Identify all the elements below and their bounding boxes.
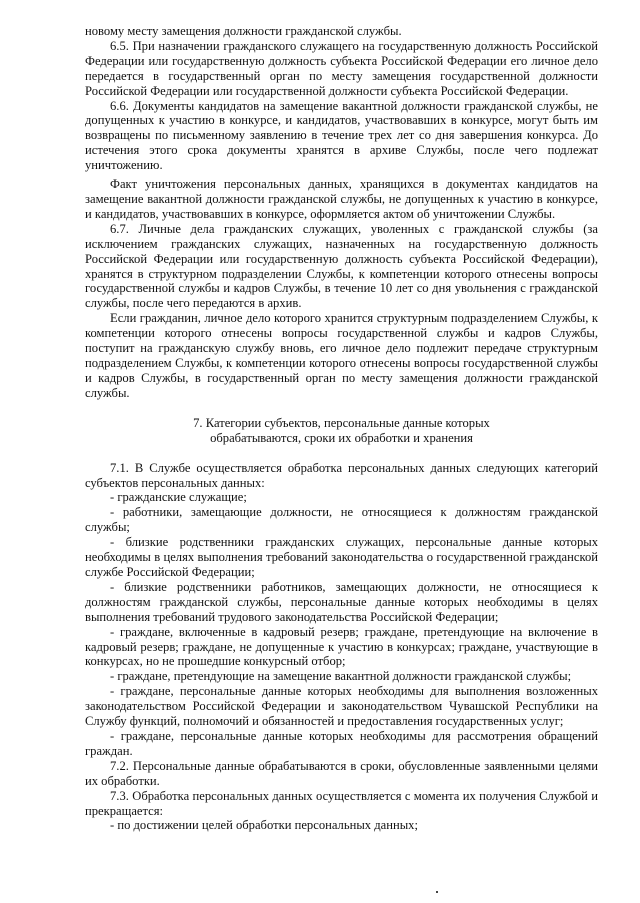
list-item-workers: - работники, замещающие должности, не относящиеся к должностям гражданской службы; [85,505,598,535]
paragraph-continuation: новому месту замещения должности гражданской службы. [85,24,402,38]
list-item-relatives-civil-servants: - близкие родственники гражданских служащих, персональные данные которых необходимы в целях выполнения требований законодательства о государственной гражданской службе Российской Федерации; [85,535,598,579]
list-item-appeals-citizens: - граждане, персональные данные которых необходимы для рассмотрения обращений граждан. [85,728,598,758]
paragraph-6-6: 6.6. Документы кандидатов на замещение вакантной должности гражданской службы, не допущенных к участию в конкурсе, и кандидатов, участвовавших в конкурсе, могут быть им возвращены по письменному заявлению в течение трех лет со дня завершения конкурса. До истечения этого срока документы хранятся в архиве Службы, после чего подлежат уничтожению. [85,98,598,173]
list-item-civil-servants: - гражданские служащие; [110,490,247,505]
paragraph-6-5: 6.5. При назначении гражданского служащего на государственную должность Российской Федерации или государственную должность субъекта Российской Федерации его личное дело передается в государственный орган по месту замещения государственной должности Российской Федерации или государственной должности субъекта Российской Федерации. [85,38,598,98]
list-item-goals-achieved: - по достижении целей обработки персональных данных; [110,818,418,833]
scan-speck [436,891,438,893]
paragraph-personal-file-transfer: Если гражданин, личное дело которого хранится структурным подразделением Службы, к компетенции которого отнесены вопросы государственной службы и кадров Службы, поступит на гражданскую службу вновь, его личное дело подлежит передаче структурным подразделением Службы, к компетенции которого отнесены вопросы государственной службы и кадров Службы, в государственный орган по месту замещения должности гражданской службы. [85,311,598,400]
section-heading-7 [85,416,598,446]
paragraph-6-7: 6.7. Личные дела гражданских служащих, уволенных с гражданской службы (за исключением гражданских служащих, назначенных на государственную должность Российской Федерации или государственную должность субъекта Российской Федерации), хранятся в структурном подразделении Службы, к компетенции которого отнесены вопросы государственной службы и кадров Службы, в течение 10 лет со дня увольнения с гражданской службы, после чего передаются в архив. [85,221,598,311]
list-item-relatives-workers: - близкие родственники работников, замещающих должности, не относящиеся к должностям гражданской службы, персональные данные которых необходимы в целях выполнения требований трудового законодательства Российской Федерации; [85,579,598,624]
paragraph-7-2: 7.2. Персональные данные обрабатываются в сроки, обусловленные заявленными целями их обработки. [85,758,598,788]
list-item-reserve: - граждане, включенные в кадровый резерв; граждане, претендующие на включение в кадровый резерв; граждане, не допущенные к участию в конкурсах; граждане, участвующие в конкурсах, но не прошедшие конкурсный отбор; [85,624,598,669]
list-item-functions-citizens: - граждане, персональные данные которых необходимы для выполнения возложенных законодательством Российской Федерации и законодательством Чувашской Республики на Службу функций, полномочий и обязанностей и предоставления государственных услуг; [85,684,598,729]
paragraph-7-1: 7.1. В Службе осуществляется обработка персональных данных следующих категорий субъектов персональных данных: [85,460,598,490]
section-heading-line-2: обрабатываются, сроки их обработки и хранения [210,430,473,445]
paragraph-7-3: 7.3. Обработка персональных данных осуществляется с момента их получения Службой и прекращается: [85,788,598,818]
list-item-vacancy-applicants: - граждане, претендующие на замещение вакантной должности гражданской службы; [110,669,572,684]
paragraph-destruction-fact: Факт уничтожения персональных данных, хранящихся в документах кандидатов на замещение вакантной должности гражданской службы, не допущенных к участию в конкурсе, и кандидатов, участвовавших в конкурсе, оформляется актом об уничтожении Службы. [85,177,598,221]
section-heading-line-1: 7. Категории субъектов, персональные данные которых [193,415,490,430]
